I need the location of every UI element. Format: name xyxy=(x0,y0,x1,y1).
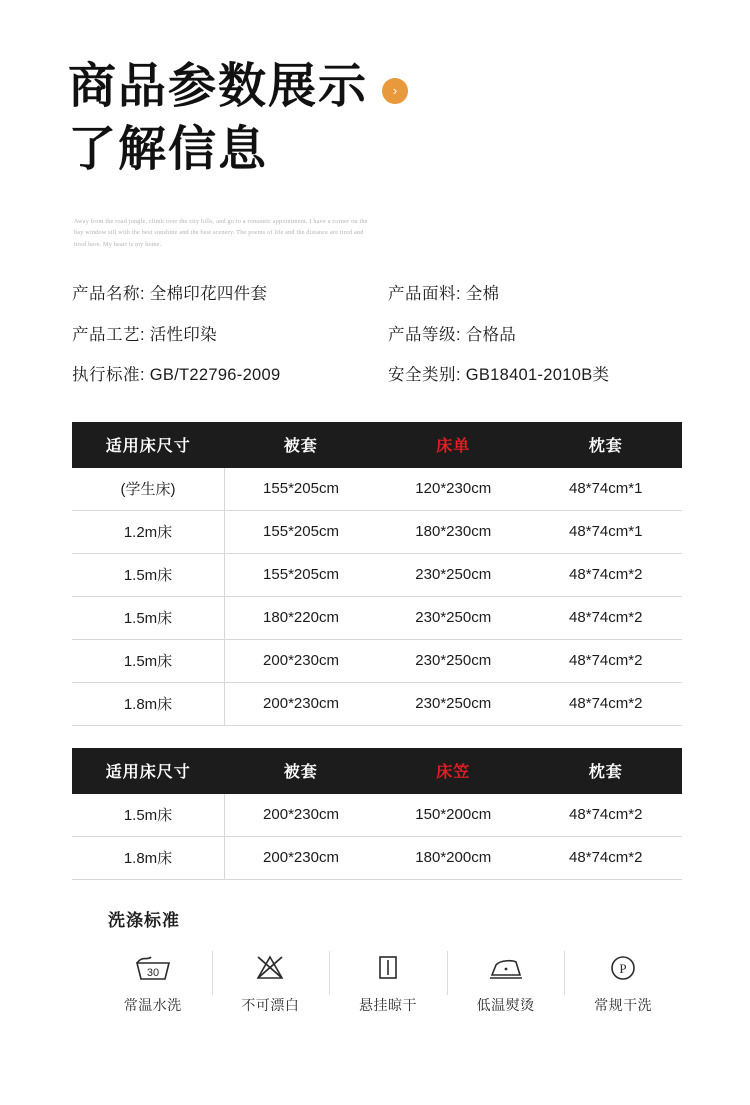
wash-care-item xyxy=(94,947,212,1015)
table-cell: 1.8m床 xyxy=(72,682,225,725)
page-title-line1: 商品参数展示 xyxy=(68,60,369,113)
table-cell: 120*230cm xyxy=(377,468,530,511)
spec-row xyxy=(72,286,366,303)
table-cell: 1.5m床 xyxy=(72,794,225,837)
table-row xyxy=(72,794,682,837)
table-cell: 155*205cm xyxy=(225,553,378,596)
table-cell: 200*230cm xyxy=(225,682,378,725)
spec-row xyxy=(72,367,366,384)
wash-care-item xyxy=(564,947,682,1015)
spec-column-right xyxy=(366,286,682,408)
wash-tub-30-icon xyxy=(98,947,208,987)
table-cell: 48*74cm*2 xyxy=(530,596,683,639)
table-header-cell: 被套 xyxy=(225,422,378,468)
wash-care-title: 洗涤标准 xyxy=(108,910,180,930)
table-cell: 150*200cm xyxy=(377,794,530,837)
svg-text:30: 30 xyxy=(146,966,159,979)
wash-care-label: 不可漂白 xyxy=(241,996,300,1013)
title-row-1 xyxy=(68,55,750,118)
spec-label: 产品名称: xyxy=(72,285,146,304)
spec-value: 全棉 xyxy=(465,285,500,304)
spec-row xyxy=(72,327,366,344)
table-cell: 200*230cm xyxy=(225,836,378,879)
table-cell: 48*74cm*1 xyxy=(530,468,683,511)
wash-care-label: 常温水洗 xyxy=(123,996,182,1013)
table-row xyxy=(72,836,682,879)
table-body xyxy=(72,468,682,726)
intro-paragraph: Away from the road jungle, climb over the city hills, and go to a romantic appointment. I have a corner on the bay window sill with the best sunshine and the best scenery. The poems of life and the distance are tired and tired here. My heart is my home. xyxy=(74,217,368,248)
table-header-cell: 被套 xyxy=(225,748,378,794)
wash-care-label: 常规干洗 xyxy=(594,996,653,1013)
table-header-row xyxy=(72,422,682,468)
wash-care-item xyxy=(212,947,330,1015)
table-header xyxy=(72,422,682,468)
table-header-cell: 枕套 xyxy=(530,422,683,468)
spec-value: 全棉印花四件套 xyxy=(149,285,268,304)
spec-label: 执行标准: xyxy=(72,366,146,385)
wash-care-item xyxy=(329,947,447,1015)
table-header-cell-accent: 床单 xyxy=(377,422,530,468)
spec-label: 产品工艺: xyxy=(72,325,146,344)
table-header-cell: 适用床尺寸 xyxy=(72,422,225,468)
wash-care-section xyxy=(108,906,682,1015)
table-header-cell: 枕套 xyxy=(530,748,683,794)
wash-care-label: 低温熨烫 xyxy=(476,996,535,1013)
size-table-bedsheet xyxy=(72,422,682,726)
spec-row xyxy=(388,367,682,384)
table-cell: 200*230cm xyxy=(225,639,378,682)
table-row xyxy=(72,639,682,682)
wash-care-label: 悬挂晾干 xyxy=(358,996,417,1013)
table-header xyxy=(72,748,682,794)
spec-row xyxy=(388,327,682,344)
spec-value: GB/T22796-2009 xyxy=(149,366,281,385)
table-cell: 180*230cm xyxy=(377,510,530,553)
iron-low-icon xyxy=(451,947,561,987)
table-cell: 48*74cm*1 xyxy=(530,510,683,553)
table-cell: 230*250cm xyxy=(377,682,530,725)
spec-label: 产品面料: xyxy=(388,285,462,304)
page-header xyxy=(0,0,750,182)
table-cell: 1.8m床 xyxy=(72,836,225,879)
table-cell: 180*220cm xyxy=(225,596,378,639)
table-cell: 1.5m床 xyxy=(72,553,225,596)
spec-value: 合格品 xyxy=(465,325,517,344)
wash-care-items xyxy=(94,947,682,1015)
table-cell: 230*250cm xyxy=(377,553,530,596)
size-table-fittedsheet xyxy=(72,748,682,880)
table-row xyxy=(72,510,682,553)
table-cell: 230*250cm xyxy=(377,596,530,639)
table-cell: 48*74cm*2 xyxy=(530,639,683,682)
table-cell: 1.5m床 xyxy=(72,639,225,682)
spec-label: 安全类别: xyxy=(388,366,462,385)
table-row xyxy=(72,682,682,725)
table-cell: 1.2m床 xyxy=(72,510,225,553)
table-cell: 48*74cm*2 xyxy=(530,836,683,879)
size-table-1-wrap xyxy=(72,422,682,726)
page-title-line2: 了解信息 xyxy=(68,123,269,177)
size-table-2-wrap xyxy=(72,748,682,880)
table-cell: 180*200cm xyxy=(377,836,530,879)
table-row xyxy=(72,596,682,639)
spec-label: 产品等级: xyxy=(388,325,462,344)
spec-column-left xyxy=(72,286,366,408)
table-cell: 155*205cm xyxy=(225,510,378,553)
no-bleach-triangle-icon xyxy=(216,947,326,987)
table-cell: 155*205cm xyxy=(225,468,378,511)
spec-value: GB18401-2010B类 xyxy=(465,366,610,385)
table-cell: 230*250cm xyxy=(377,639,530,682)
chevron-right-icon: › xyxy=(382,78,408,104)
table-row xyxy=(72,468,682,511)
svg-text:P: P xyxy=(619,960,627,976)
table-row xyxy=(72,553,682,596)
table-header-row xyxy=(72,748,682,794)
table-cell: 48*74cm*2 xyxy=(530,553,683,596)
spec-value: 活性印染 xyxy=(149,325,217,344)
table-body xyxy=(72,794,682,880)
table-header-cell: 适用床尺寸 xyxy=(72,748,225,794)
wash-care-item xyxy=(447,947,565,1015)
table-cell: 1.5m床 xyxy=(72,596,225,639)
spec-row xyxy=(388,286,682,303)
table-cell: (学生床) xyxy=(72,468,225,511)
table-cell: 48*74cm*2 xyxy=(530,794,683,837)
spec-list xyxy=(0,286,750,408)
table-cell: 200*230cm xyxy=(225,794,378,837)
table-header-cell-accent: 床笠 xyxy=(377,748,530,794)
line-dry-icon xyxy=(333,947,443,987)
dry-clean-p-icon xyxy=(568,947,678,987)
table-cell: 48*74cm*2 xyxy=(530,682,683,725)
